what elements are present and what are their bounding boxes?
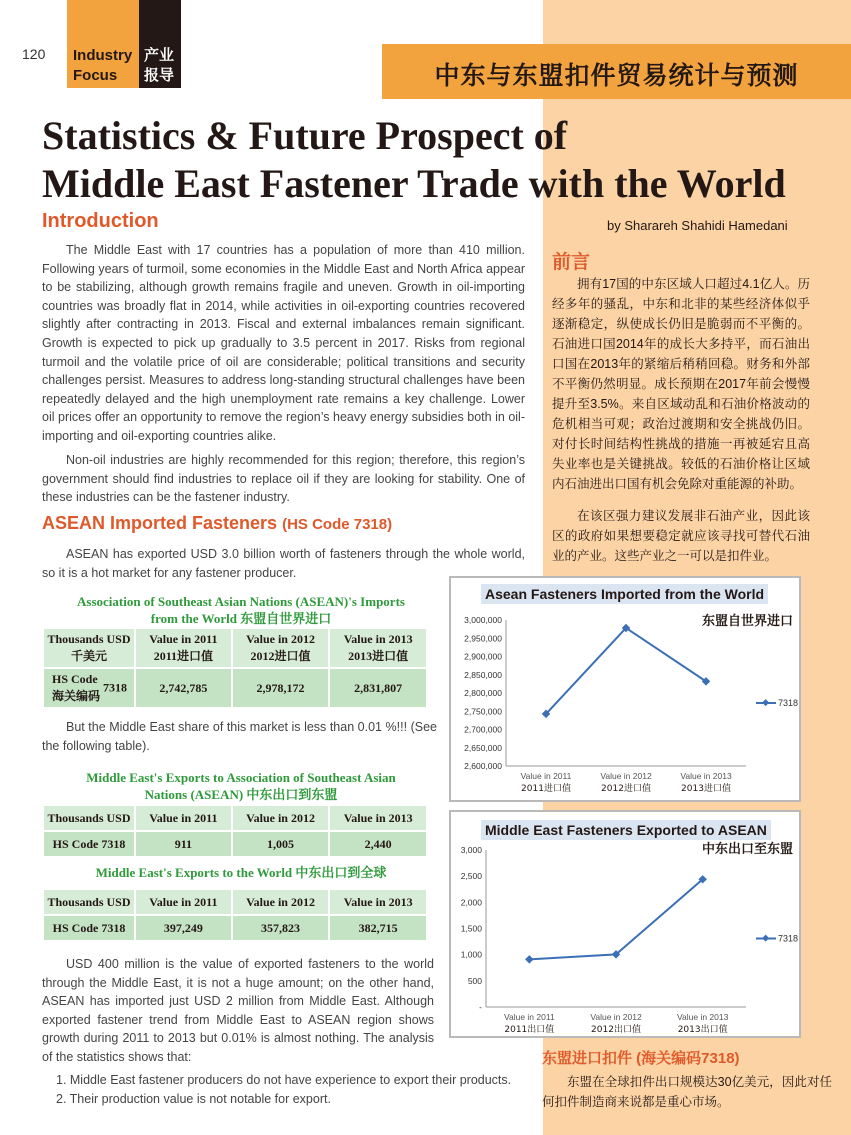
table-row xyxy=(44,669,426,707)
legend-label: 7318 xyxy=(778,933,799,944)
y-tick-label: 3,000 xyxy=(460,845,482,855)
table3-caption: Middle East's Exports to the World 中东出口到全球 xyxy=(95,865,387,880)
intro-paragraph-2: Non-oil industries are highly recommended for this region; therefore, this region’s government should find industries to replace oil if they are looking for stability. One of these industries can be the fastener industry. xyxy=(42,453,525,505)
x-tick-label: Value in 2013 xyxy=(680,771,732,781)
table2-value-2012: 1,005 xyxy=(233,832,329,856)
table3-value-2012: 357,823 xyxy=(233,916,329,940)
y-tick-label: 2,600,000 xyxy=(464,761,502,771)
y-tick-label: 2,500 xyxy=(460,871,482,882)
table-asean-imports xyxy=(42,627,428,709)
table1-row-label: HS Code 海关编码 7318 xyxy=(44,669,134,707)
cn-asean-heading: 东盟进口扣件 (海关编码7318) xyxy=(542,1050,740,1067)
chart2-plot xyxy=(451,812,799,1036)
table2-header-unit: Thousands USD xyxy=(44,806,134,830)
x-tick-label-cn: 2012出口值 xyxy=(591,1025,641,1035)
chart1-subtitle: 东盟自世界进口 xyxy=(701,613,793,628)
series-line xyxy=(546,628,706,714)
legend-marker xyxy=(762,699,769,706)
cn-asean-paragraph: 东盟在全球扣件出口规模达30亿美元，因此对任何扣件制造商来说都是重心市场。 xyxy=(542,1075,832,1109)
table2-caption: Middle East's Exports to Association of Southeast Asian Nations (ASEAN) 中东出口到东盟 xyxy=(86,770,396,802)
x-tick-label-cn: 2012进口值 xyxy=(601,784,651,794)
chart1-plot xyxy=(451,578,799,800)
table3-value-2013: 382,715 xyxy=(330,916,426,940)
closing-paragraph: USD 400 million is the value of exported fasteners to the world through the Middle East, it is not a huge amount; on the other hand, ASEAN has imported just USD 2 million from Middle East. Although exported fastener trend from Middle East to ASEAN region shows growth during 2011 to 2013 but 0.01% is almost nothing. The analysis of the statistics shows that: xyxy=(42,957,434,1064)
legend-label: 7318 xyxy=(778,698,799,708)
x-tick-label: Value in 2012 xyxy=(600,771,652,781)
list-item: 2. Their production value is not notable for export. xyxy=(56,1092,331,1106)
y-tick-label: 2,800,000 xyxy=(464,688,502,698)
chart-asean-imports xyxy=(449,576,801,802)
x-tick-label: Value in 2011 xyxy=(503,1012,555,1022)
y-tick-label: 500 xyxy=(467,975,482,986)
table-row xyxy=(44,916,426,940)
x-tick-label: Value in 2013 xyxy=(676,1012,729,1022)
table2-row-label: HS Code 7318 xyxy=(44,832,134,856)
table-row xyxy=(44,832,426,856)
x-tick-label: Value in 2011 xyxy=(520,771,572,781)
table1-header-2013: Value in 2013 2013进口值 xyxy=(330,629,426,667)
y-tick-label: 3,000,000 xyxy=(464,615,502,625)
table3-row-label: HS Code 7318 xyxy=(44,916,134,940)
y-tick-label: 1,500 xyxy=(460,923,482,934)
asean-paragraph-1: ASEAN has exported USD 3.0 billion worth of fasteners through the whole world, so it is a hot market for any fastener producer. xyxy=(42,547,525,580)
table-me-exports-asean xyxy=(42,804,428,858)
y-tick-label: 2,950,000 xyxy=(464,633,502,644)
list-item: 1. Middle East fastener producers do not have experience to export their products. xyxy=(56,1073,512,1087)
cn-intro-heading: 前言 xyxy=(552,252,591,273)
y-tick-label: 2,900,000 xyxy=(464,651,502,662)
x-tick-label-cn: 2013出口值 xyxy=(677,1025,728,1035)
page-number: 120 xyxy=(22,46,46,62)
table3-header-2012: Value in 2012 xyxy=(233,890,329,914)
table1-header-unit: Thousands USD 千美元 xyxy=(44,629,134,667)
intro-paragraph-1: The Middle East with 17 countries has a population of more than 410 million. Following years of turmoil, some economies in the Middle East and North Africa appear to be stabilizing, although growth remains fragile and uneven. Growth in oil-importing countries was broadly flat in 2014, while activities in oil-exporting countries recovered slightly after contracting in 2013. Fiscal and external imbalances remain significant. Growth is expected to pick up gradually to 3.5 percent in 2017. Risks from regional turmoil and the volatile price of oil are considerable; political transitions and security challenges persist. Measures to address long-standing structural challenges have been repeatedly delayed and the high unemployment rate remains a key challenge. Lower oil prices offer an opportunity to remove the region’s heavy energy subsidies both in oil-importing and oil-exporting countries alike. xyxy=(42,243,525,443)
table2-header-2012: Value in 2012 xyxy=(233,806,329,830)
intro-heading: Introduction xyxy=(42,210,159,232)
table1-caption: Association of Southeast Asian Nations (ASEAN)'s Imports from the World 东盟自世界进口 xyxy=(77,594,405,626)
table1-value-2013: 2,831,807 xyxy=(330,669,426,707)
table2-value-2011: 911 xyxy=(136,832,231,856)
table3-header-2013: Value in 2013 xyxy=(330,890,426,914)
findings-list xyxy=(56,1071,511,1109)
author-byline: by Sharareh Shahidi Hamedani xyxy=(607,218,788,233)
x-tick-label-cn: 2011进口值 xyxy=(521,784,571,794)
table1-header-2012: Value in 2012 2012进口值 xyxy=(233,629,329,667)
chart-me-exports-asean xyxy=(449,810,801,1038)
y-tick-label: 2,700,000 xyxy=(464,724,502,735)
series-line xyxy=(529,879,702,959)
y-tick-label: 2,000 xyxy=(460,897,482,908)
chart2-subtitle: 中东出口至东盟 xyxy=(701,841,793,856)
table2-header-2011: Value in 2011 xyxy=(136,806,231,830)
legend-marker xyxy=(762,935,769,942)
x-tick-label-cn: 2013进口值 xyxy=(681,784,731,794)
asean-paragraph-2: But the Middle East share of this market is less than 0.01 %!!! (See the following table). xyxy=(42,720,437,753)
y-tick-label: 2,850,000 xyxy=(464,669,502,680)
table3-header-2011: Value in 2011 xyxy=(136,890,231,914)
cn-intro-paragraph-1: 拥有17国的中东区域人口超过4.1亿人。历经多年的骚乱，中东和北非的某些经济体似乎逐渐稳定，纵使成长仍旧是脆弱而不平衡的。石油进口国2014年的成长大多持平，而石油出口国在2013年的紧缩后稍稍回稳。财务和外部不平衡仍然明显。成长预期在2017年前会慢慢提升至3.5%。来自区域动乱和石油价格波动的危机相当可观；政治过渡期和安全挑战仍旧。对付长时间结构性挑战的措施一再被延宕且高失业率也是关键挑战。较低的石油价格让区域内石油进出口国有机会免除对重能源的补助。 xyxy=(552,277,810,491)
cn-intro-paragraph-2: 在该区强力建议发展非石油产业，因此该区的政府如果想要稳定就应该寻找可替代石油业的产业。这些产业之一可以是扣件业。 xyxy=(552,509,810,563)
table-me-exports-world xyxy=(42,888,428,942)
table2-header-2013: Value in 2013 xyxy=(330,806,426,830)
x-tick-label-cn: 2011出口值 xyxy=(504,1025,555,1035)
article-title: Statistics & Future Prospect of Middle East Fastener Trade with the World xyxy=(42,113,786,206)
y-tick-label: 2,750,000 xyxy=(464,706,502,717)
y-tick-label: 2,650,000 xyxy=(464,742,502,753)
cn-title: 中东与东盟扣件贸易统计与预测 xyxy=(434,62,799,90)
table1-header-2011: Value in 2011 2011进口值 xyxy=(136,629,231,667)
y-tick-label: 1,000 xyxy=(460,949,482,960)
section-label-en: Industry Focus xyxy=(73,47,133,84)
y-tick-label: - xyxy=(479,1002,482,1012)
table3-value-2011: 397,249 xyxy=(136,916,231,940)
x-tick-label: Value in 2012 xyxy=(590,1012,642,1022)
table3-header-unit: Thousands USD xyxy=(44,890,134,914)
asean-heading: ASEAN Imported Fasteners (HS Code 7318) xyxy=(42,513,393,533)
section-label-cn: 产业 报导 xyxy=(144,47,175,84)
table1-value-2011: 2,742,785 xyxy=(136,669,231,707)
chart1-title: Asean Fasteners Imported from the World xyxy=(481,584,768,604)
data-point xyxy=(525,955,533,963)
table2-value-2013: 2,440 xyxy=(330,832,426,856)
table1-value-2012: 2,978,172 xyxy=(233,669,329,707)
chart2-title: Middle East Fasteners Exported to ASEAN xyxy=(481,820,771,840)
cn-title-banner xyxy=(382,44,851,99)
